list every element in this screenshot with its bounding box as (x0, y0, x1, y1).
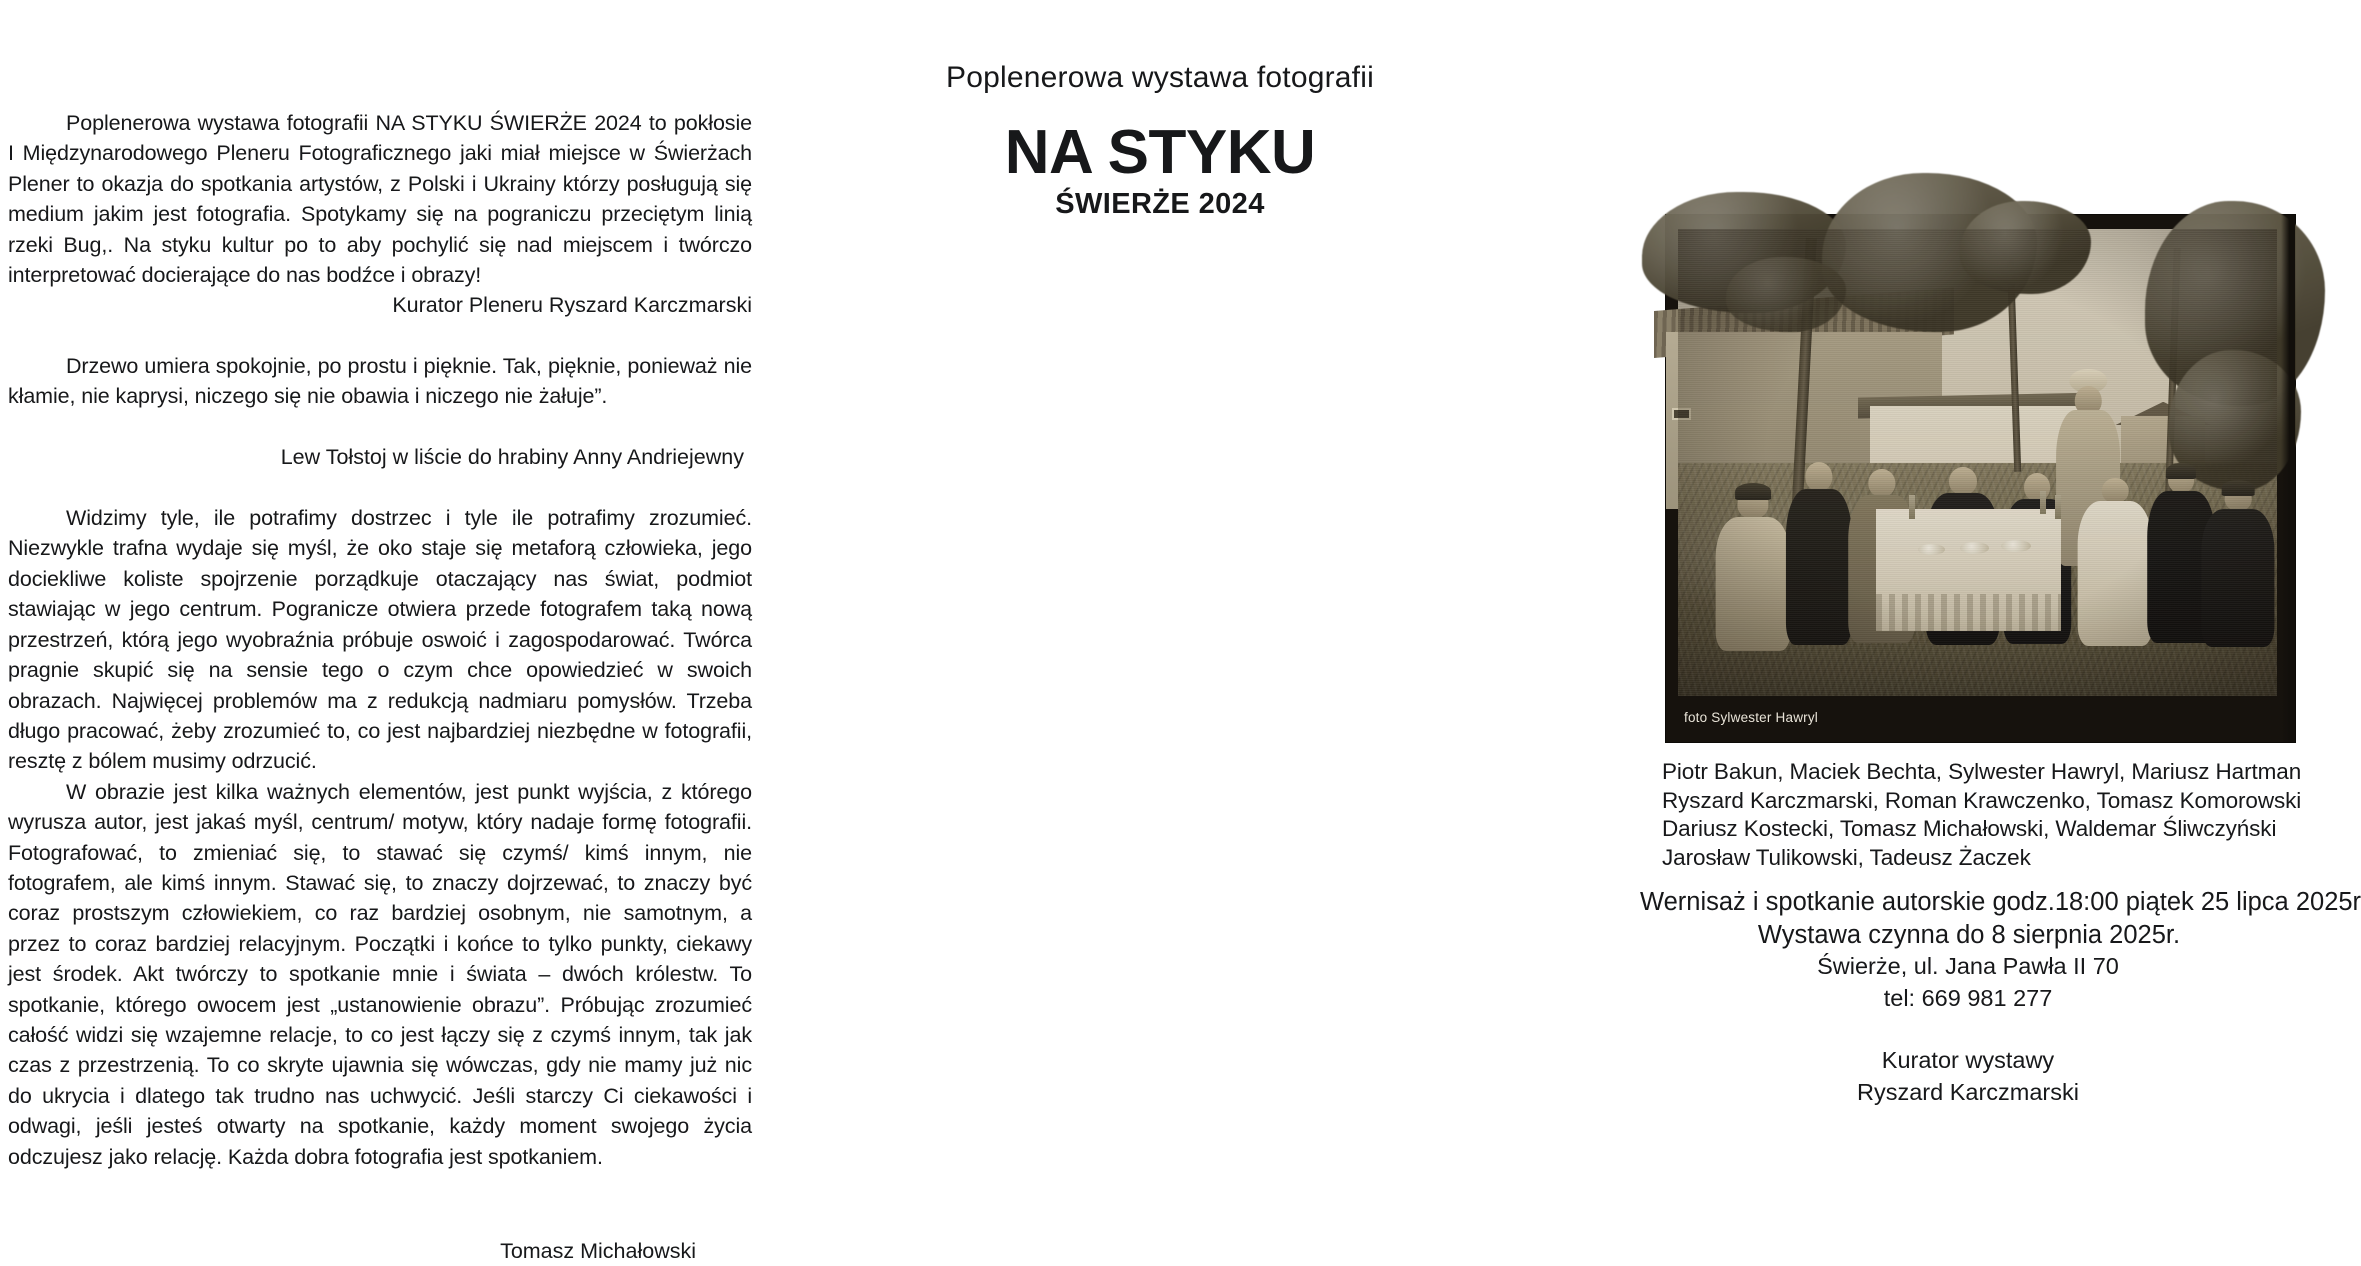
person-torso (2078, 501, 2153, 646)
bottle (2055, 495, 2061, 518)
table-with-lace-cloth (1876, 509, 2062, 630)
person-head (1805, 462, 1832, 491)
person-cap (1735, 483, 1771, 500)
essay-paragraph-1 (8, 503, 752, 777)
event-duration: Wystawa czynna do 8 sierpnia 2025r. (1757, 921, 2181, 949)
venue-address: Świerże, ul. Jana Pawła II 70 (1817, 953, 2119, 979)
bottle (2040, 491, 2046, 514)
person-head (2102, 478, 2128, 503)
poster-kicker: Poplenerowa wystawa fotografii (946, 61, 1374, 94)
intro-signature: Kurator Pleneru Ryszard Karczmarski (392, 293, 752, 318)
intro-paragraph-text: Poplenerowa wystawa fotografii NA STYKU ŚWIERŻE 2024 to pokłosie I Międzynarodowego Pleneru Fotograficznego jaki miał miejsce w Świerżach Plener to okazja do spotkania artystów, z Polski i Ukrainy którzy posługują się medium jakim jest fotografia. Spotykamy się na pograniczu przeciętym linią rzeki Bug,. Na styku kultur po to aby pochylić się nad miejscem i twórczo interpretować docierające do nas bodźce i obrazy! (8, 111, 752, 288)
essay-signature: Tomasz Michałowski (500, 1239, 696, 1263)
curator-name: Ryszard Karczmarski (1857, 1079, 2079, 1105)
person-figure (1714, 481, 1792, 668)
tolstoy-attribution: Lew Tołstoj w liście do hrabiny Anny Andriejewny (280, 444, 744, 469)
person-torso (2201, 509, 2274, 647)
left-text-panel (0, 0, 790, 1263)
tree-foliage (1960, 201, 2092, 294)
essay-paragraph-1-text: Widzimy tyle, ile potrafimy dostrzec i tyle ile potrafimy zrozumieć. Niezwykle trafna wydaje się myśl, że oko staje się metaforą człowieka, jego dociekliwe koliste spojrzenie porządkuje otaczający nas świat, podmiot stawiając w jego centrum. Pogranicze otwiera przede fotografem taką nową przestrzeń, którą jego wyobraźnia próbuje oswoić i zagospodarować. Twórca pragnie skupić się na sensie tego o czym chce opowiedzieć w swoich obrazach. Najwięcej problemów ma z redukcją nadmiaru pomysłów. Trzeba długo pracować, żeby zrozumieć to, co jest najbardziej niezbędne w fotografii, resztę z bólem musimy odrzucić. (8, 506, 752, 774)
spacer (8, 472, 752, 503)
photo-film-border (1666, 215, 2295, 742)
person-cap (2222, 480, 2255, 495)
participants-list (1662, 758, 2312, 872)
tolstoy-quote (8, 351, 752, 412)
participants-line: Jarosław Tulikowski, Tadeusz Żaczek (1662, 844, 2031, 870)
person-head (1868, 469, 1895, 498)
photo-credit-caption: foto Sylwester Hawryl (1684, 710, 1818, 725)
person-head (2024, 473, 2050, 501)
person-cap (2166, 463, 2196, 479)
tree-foliage (1726, 257, 1846, 332)
bottle (1909, 495, 1915, 518)
participants-line: Dariusz Kostecki, Tomasz Michałowski, Waldemar Śliwczyński (1662, 816, 2277, 841)
person-torso (1786, 489, 1852, 645)
participants-line: Ryszard Karczmarski, Roman Krawczenko, Tomasz Komorowski (1662, 787, 2302, 813)
plate (2001, 540, 2031, 552)
person-figure (2076, 472, 2154, 668)
plate (1960, 542, 1990, 554)
venue-details (1638, 950, 2298, 1014)
poster-title: NA STYKU (1004, 118, 1316, 187)
person-torso (1715, 517, 1790, 651)
curator-credit (1638, 1044, 2298, 1108)
barn-window (1674, 410, 1689, 418)
intro-paragraph (8, 108, 752, 290)
essay-paragraph-2 (8, 777, 752, 1172)
exhibition-photograph (1666, 215, 2295, 742)
person-figure (1783, 458, 1855, 668)
photo-scene (1678, 229, 2277, 696)
spacer (8, 321, 752, 351)
venue-phone: tel: 669 981 277 (1883, 985, 2053, 1011)
event-details (1638, 886, 2361, 952)
person-figure (2199, 477, 2277, 668)
participants-line: Piotr Bakun, Maciek Bechta, Sylwester Hawryl, Mariusz Hartman (1662, 759, 2302, 784)
tolstoy-quote-text: Drzewo umiera spokojnie, po prostu i pięknie. Tak, pięknie, ponieważ nie kłamie, nie kaprysi, niczego się nie obawia i niczego nie żałuje”. (8, 353, 752, 409)
curator-role: Kurator wystawy (1881, 1047, 2055, 1073)
event-opening: Wernisaż i spotkanie autorskie godz.18:00 piątek 25 lipca 2025r (1640, 888, 2361, 916)
poster-subtitle: ŚWIERŻE 2024 (1055, 188, 1265, 220)
essay-paragraph-2-text: W obrazie jest kilka ważnych elementów, jest punkt wyjścia, z którego wyrusza autor, jest jakaś myśl, centrum/ motyw, który nadaje formę fotografii. Fotografować, to zmieniać się, to stawać się czymś/ kimś innym, nie fotografem, ale kimś innym. Stawać się, to znaczy dojrzewać, to znaczy być coraz prostszym człowiekiem, co raz bardziej osobnym, nie samotnym, a przez to coraz bardziej relacyjnym. Początki i końce to tylko punkty, ciekawy jest środek. Akt twórczy to spotkanie mnie i świata – dwóch królestw. To spotkanie, którego owocem jest „ustanowienie obrazu”. Próbując zrozumieć całość widzi się wzajemne relacje, to co jest łączy się z czymś innym, tak jak czas z przestrzenią. To co skryte ujawnia się wówczas, gdy nie mamy już nic do ukrycia i dlatego tak trudno nas uchwycić. Jeśli starczy Ci ciekawości i odwagi, jeśli jesteś otwarty na spotkanie, każdy moment swojego życia odczujesz jako relację. Każda dobra fotografia jest spotkaniem. (8, 779, 752, 1169)
poster-header (790, 60, 1530, 220)
person-head (1948, 467, 1976, 496)
photo-image (1678, 229, 2277, 696)
right-poster-panel (790, 0, 2361, 1151)
spacer (8, 412, 752, 442)
